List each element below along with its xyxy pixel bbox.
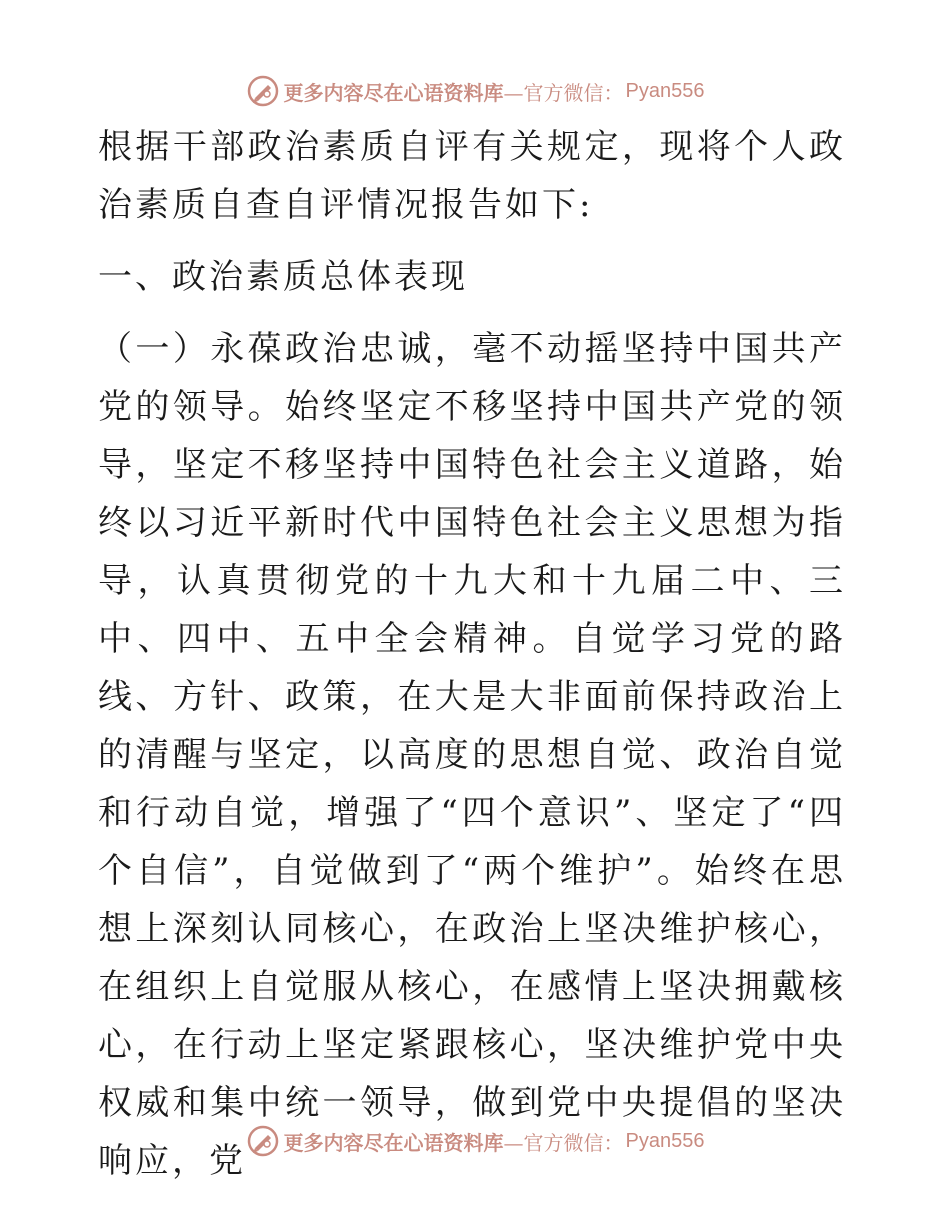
watermark-banner-top xyxy=(0,71,950,111)
intro-paragraph: 根据干部政治素质自评有关规定，现将个人政治素质自查自评情况报告如下: xyxy=(98,127,846,225)
watermark-main-text: 更多内容尽在心语资料库 xyxy=(283,80,504,105)
watermark-wechat-id: Pyan556 xyxy=(625,79,705,102)
watermark-banner-bottom xyxy=(0,1121,950,1161)
watermark-main-text: 更多内容尽在心语资料库 xyxy=(283,1130,504,1155)
watermark-wechat-id: Pyan556 xyxy=(625,1129,705,1152)
watermark-tail-text: —官方微信： xyxy=(503,80,624,105)
pen-logo-icon xyxy=(246,1124,280,1158)
section-heading: 一、政治素质总体表现 xyxy=(98,257,468,297)
watermark-tail-text: —官方微信： xyxy=(503,1130,624,1155)
pen-logo-icon xyxy=(246,74,280,108)
body-paragraph: （一）永葆政治忠诚，毫不动摇坚持中国共产党的领导。始终坚定不移坚持中国共产党的领导，坚定不移坚持中国特色社会主义道路，始终以习近平新时代中国特色社会主义思想为指导，认真贯彻党的十九大和十九届二中、三中、四中、五中全会精神。自觉学习党的路线、方针、政策，在大是大非面前保持政治上的清醒与坚定，以高度的思想自觉、政治自觉和行动自觉，增强了“四个意识”、坚定了“四个自信”，自觉做到了“两个维护”。始终在思想上深刻认同核心，在政治上坚决维护核心，在组织上自觉服从核心，在感情上坚决拥戴核心，在行动上坚定紧跟核心，坚决维护党中央权威和集中统一领导，做到党中央提倡的坚决响应，党 xyxy=(98,329,846,1181)
document-body xyxy=(98,118,846,1190)
